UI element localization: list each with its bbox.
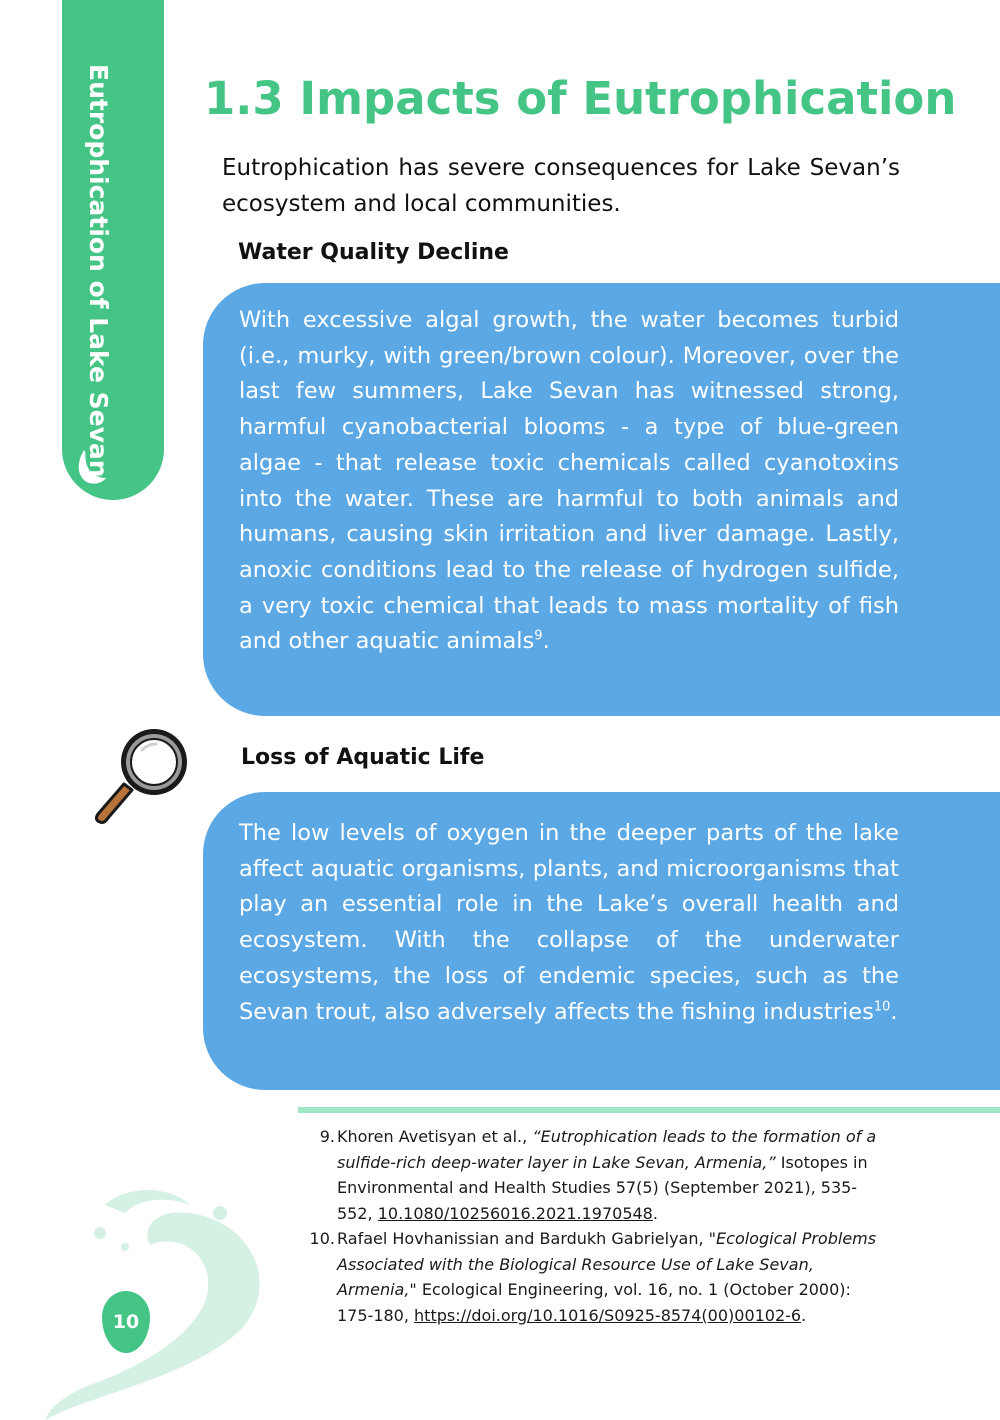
footnote-number: 10. <box>309 1229 335 1248</box>
page-title: 1.3 Impacts of Eutrophication <box>204 72 957 125</box>
water-quality-text: With excessive algal growth, the water becomes turbid (i.e., murky, with green/brown colour). Moreover, over the last few summers, Lake Sevan has witnessed strong, harmful cyanobacterial blooms - a type of blue-green algae - that release toxic chemicals called cyanotoxins into the water. These are harmful to both animals and humans, causing skin irritation and liver damage. Lastly, anoxic conditions lead to the release of hydrogen sulfide, a very toxic chemical that leads to mass mortality of fish and other aquatic animals$^9$. <box>239 307 899 655</box>
intro-text: Eutrophication has severe consequences for Lake Sevan’s ecosystem and local communities. <box>222 155 900 217</box>
magnifying-glass-icon <box>86 722 196 832</box>
footnotes <box>300 1124 900 1328</box>
side-tab-label: Eutrophication of Lake Sevan <box>84 64 113 478</box>
footnote-link[interactable]: 10.1080/10256016.2021.1970548 <box>377 1203 653 1223</box>
water-drop-icon <box>74 446 110 488</box>
footnote-text: Rafael Hovhanissian and Bardukh Gabrielyan, "Ecological Problems Associated with the Biological Resource Use of Lake Sevan, Armenia," Ecological Engineering, vol. 16, no. 1 (October 2000): 175-180, https://doi.org/10.1016/S0925-8574(00)00102-6. <box>337 1229 877 1325</box>
footnote-ref-10[interactable]: 10 <box>873 999 891 1015</box>
footnote-10 <box>300 1226 900 1328</box>
water-quality-box <box>203 283 1000 716</box>
footnote-number: 9. <box>319 1127 335 1146</box>
aquatic-life-box <box>203 792 1000 1090</box>
footnote-text: Khoren Avetisyan et al., “Eutrophication leads to the formation of a sulfide-rich deep-water layer in Lake Sevan, Armenia,” Isotopes in Environmental and Health Studies 57(5) (September 2021), 535-552, 10.1080/10256016.2021.1970548. <box>337 1127 877 1223</box>
side-tab <box>62 0 164 500</box>
aquatic-life-text: The low levels of oxygen in the deeper parts of the lake affect aquatic organisms, plants, and microorganisms that play an essential role in the Lake’s overall health and ecosystem. With the collapse of the underwater ecosystems, the loss of endemic species, such as the Sevan trout, also adversely affects the fishing industries$^{10}$. <box>239 820 899 1025</box>
footnote-ref-9[interactable]: 9 <box>534 628 543 644</box>
footnote-link[interactable]: https://doi.org/10.1016/S0925-8574(00)00102-6 <box>414 1305 802 1325</box>
section-heading-water-quality: Water Quality Decline <box>238 240 509 265</box>
section-heading-aquatic-life: Loss of Aquatic Life <box>241 745 485 770</box>
footnote-9 <box>300 1124 900 1226</box>
footnote-divider <box>298 1107 1000 1113</box>
page-number: 10 <box>102 1291 150 1353</box>
wave-splash-icon <box>30 1185 280 1420</box>
